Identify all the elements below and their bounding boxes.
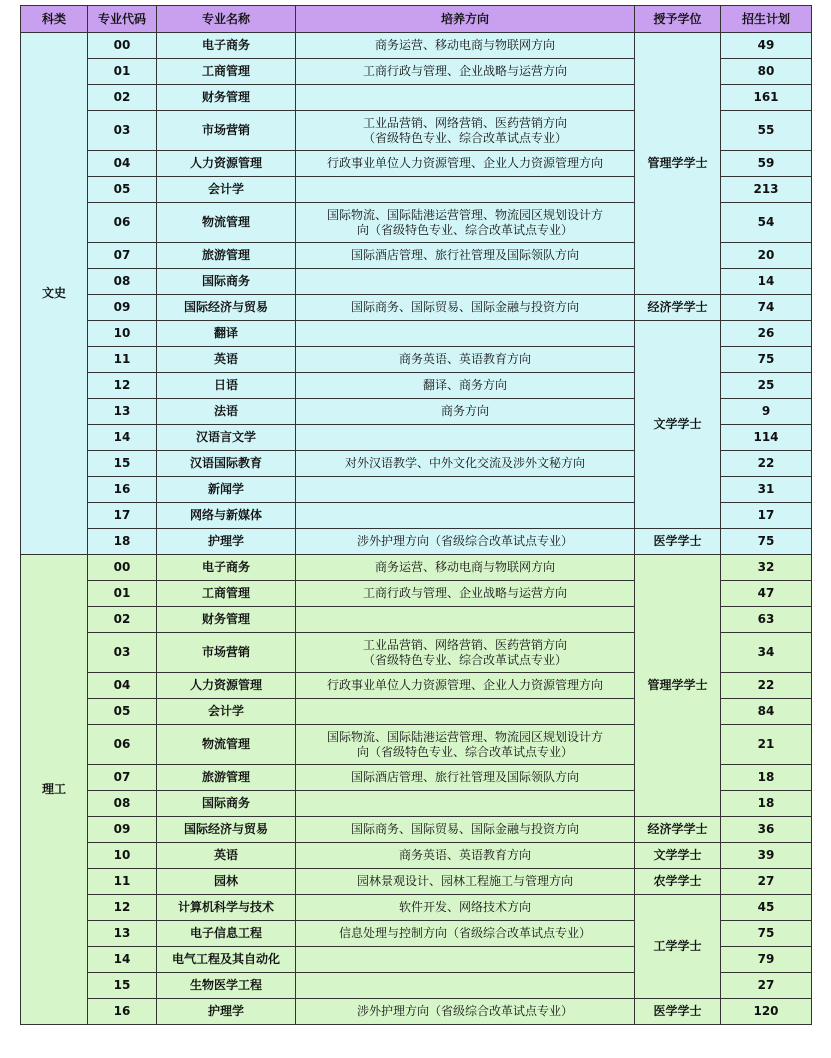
header-code: 专业代码 bbox=[88, 6, 157, 33]
enrollment-plan: 22 bbox=[721, 451, 812, 477]
major-code: 09 bbox=[88, 817, 157, 843]
training-direction: 商务英语、英语教育方向 bbox=[296, 843, 635, 869]
training-direction: 信息处理与控制方向（省级综合改革试点专业） bbox=[296, 921, 635, 947]
training-direction bbox=[296, 973, 635, 999]
training-direction: 商务运营、移动电商与物联网方向 bbox=[296, 33, 635, 59]
training-direction bbox=[296, 321, 635, 347]
table-row bbox=[21, 33, 812, 59]
major-code: 07 bbox=[88, 243, 157, 269]
training-direction: 软件开发、网络技术方向 bbox=[296, 895, 635, 921]
major-name: 物流管理 bbox=[157, 725, 296, 765]
enrollment-plan: 84 bbox=[721, 699, 812, 725]
header-direction: 培养方向 bbox=[296, 6, 635, 33]
header-category: 科类 bbox=[21, 6, 88, 33]
major-name: 人力资源管理 bbox=[157, 151, 296, 177]
degree-cell: 医学学士 bbox=[635, 999, 721, 1025]
major-name: 旅游管理 bbox=[157, 243, 296, 269]
training-direction bbox=[296, 947, 635, 973]
training-direction: 工商行政与管理、企业战略与运营方向 bbox=[296, 59, 635, 85]
major-name: 市场营销 bbox=[157, 111, 296, 151]
major-name: 电子商务 bbox=[157, 33, 296, 59]
training-direction bbox=[296, 607, 635, 633]
training-direction bbox=[296, 503, 635, 529]
table-row bbox=[21, 895, 812, 921]
major-name: 市场营销 bbox=[157, 633, 296, 673]
table-body bbox=[21, 33, 812, 1025]
enrollment-plan: 49 bbox=[721, 33, 812, 59]
enrollment-plan-table-wrapper bbox=[20, 5, 812, 1025]
enrollment-plan: 79 bbox=[721, 947, 812, 973]
major-code: 12 bbox=[88, 895, 157, 921]
major-name: 旅游管理 bbox=[157, 765, 296, 791]
major-name: 国际经济与贸易 bbox=[157, 817, 296, 843]
training-direction: 园林景观设计、园林工程施工与管理方向 bbox=[296, 869, 635, 895]
enrollment-plan: 75 bbox=[721, 347, 812, 373]
major-name: 财务管理 bbox=[157, 85, 296, 111]
table-row bbox=[21, 295, 812, 321]
degree-cell: 经济学学士 bbox=[635, 295, 721, 321]
training-direction: 国际物流、国际陆港运营管理、物流园区规划设计方 向（省级特色专业、综合改革试点专业） bbox=[296, 203, 635, 243]
enrollment-plan: 80 bbox=[721, 59, 812, 85]
major-code: 04 bbox=[88, 673, 157, 699]
major-code: 11 bbox=[88, 347, 157, 373]
major-code: 04 bbox=[88, 151, 157, 177]
major-code: 08 bbox=[88, 269, 157, 295]
major-name: 国际商务 bbox=[157, 269, 296, 295]
training-direction: 涉外护理方向（省级综合改革试点专业） bbox=[296, 529, 635, 555]
major-code: 05 bbox=[88, 699, 157, 725]
major-code: 06 bbox=[88, 725, 157, 765]
training-direction: 行政事业单位人力资源管理、企业人力资源管理方向 bbox=[296, 151, 635, 177]
major-code: 03 bbox=[88, 633, 157, 673]
degree-cell: 文学学士 bbox=[635, 843, 721, 869]
enrollment-plan: 45 bbox=[721, 895, 812, 921]
major-code: 14 bbox=[88, 425, 157, 451]
enrollment-plan: 22 bbox=[721, 673, 812, 699]
training-direction: 商务运营、移动电商与物联网方向 bbox=[296, 555, 635, 581]
enrollment-plan: 9 bbox=[721, 399, 812, 425]
header-degree: 授予学位 bbox=[635, 6, 721, 33]
major-code: 14 bbox=[88, 947, 157, 973]
table-row bbox=[21, 321, 812, 347]
major-name: 翻译 bbox=[157, 321, 296, 347]
training-direction: 翻译、商务方向 bbox=[296, 373, 635, 399]
major-code: 00 bbox=[88, 33, 157, 59]
major-name: 园林 bbox=[157, 869, 296, 895]
header-plan: 招生计划 bbox=[721, 6, 812, 33]
major-name: 工商管理 bbox=[157, 59, 296, 85]
enrollment-plan: 36 bbox=[721, 817, 812, 843]
enrollment-plan: 55 bbox=[721, 111, 812, 151]
training-direction bbox=[296, 477, 635, 503]
major-name: 会计学 bbox=[157, 177, 296, 203]
enrollment-plan: 32 bbox=[721, 555, 812, 581]
training-direction bbox=[296, 425, 635, 451]
enrollment-plan-table bbox=[20, 5, 812, 1025]
major-code: 03 bbox=[88, 111, 157, 151]
training-direction: 工商行政与管理、企业战略与运营方向 bbox=[296, 581, 635, 607]
enrollment-plan: 120 bbox=[721, 999, 812, 1025]
enrollment-plan: 14 bbox=[721, 269, 812, 295]
category-cell: 文史 bbox=[21, 33, 88, 555]
enrollment-plan: 34 bbox=[721, 633, 812, 673]
major-name: 工商管理 bbox=[157, 581, 296, 607]
training-direction bbox=[296, 699, 635, 725]
table-row bbox=[21, 843, 812, 869]
training-direction: 国际商务、国际贸易、国际金融与投资方向 bbox=[296, 295, 635, 321]
major-name: 网络与新媒体 bbox=[157, 503, 296, 529]
major-name: 电气工程及其自动化 bbox=[157, 947, 296, 973]
header-row bbox=[21, 6, 812, 33]
enrollment-plan: 54 bbox=[721, 203, 812, 243]
major-name: 汉语言文学 bbox=[157, 425, 296, 451]
degree-cell: 管理学学士 bbox=[635, 555, 721, 817]
training-direction: 涉外护理方向（省级综合改革试点专业） bbox=[296, 999, 635, 1025]
major-code: 10 bbox=[88, 321, 157, 347]
major-code: 06 bbox=[88, 203, 157, 243]
major-name: 物流管理 bbox=[157, 203, 296, 243]
major-name: 电子商务 bbox=[157, 555, 296, 581]
major-name: 英语 bbox=[157, 843, 296, 869]
major-code: 13 bbox=[88, 921, 157, 947]
enrollment-plan: 161 bbox=[721, 85, 812, 111]
training-direction: 商务英语、英语教育方向 bbox=[296, 347, 635, 373]
enrollment-plan: 27 bbox=[721, 869, 812, 895]
major-code: 15 bbox=[88, 451, 157, 477]
enrollment-plan: 39 bbox=[721, 843, 812, 869]
table-row bbox=[21, 999, 812, 1025]
major-code: 12 bbox=[88, 373, 157, 399]
major-code: 01 bbox=[88, 59, 157, 85]
major-code: 02 bbox=[88, 85, 157, 111]
training-direction bbox=[296, 177, 635, 203]
table-row bbox=[21, 555, 812, 581]
enrollment-plan: 63 bbox=[721, 607, 812, 633]
major-code: 18 bbox=[88, 529, 157, 555]
enrollment-plan: 213 bbox=[721, 177, 812, 203]
training-direction bbox=[296, 791, 635, 817]
major-name: 汉语国际教育 bbox=[157, 451, 296, 477]
enrollment-plan: 114 bbox=[721, 425, 812, 451]
enrollment-plan: 27 bbox=[721, 973, 812, 999]
enrollment-plan: 18 bbox=[721, 791, 812, 817]
enrollment-plan: 26 bbox=[721, 321, 812, 347]
training-direction: 国际商务、国际贸易、国际金融与投资方向 bbox=[296, 817, 635, 843]
degree-cell: 管理学学士 bbox=[635, 33, 721, 295]
major-name: 计算机科学与技术 bbox=[157, 895, 296, 921]
training-direction: 国际酒店管理、旅行社管理及国际领队方向 bbox=[296, 765, 635, 791]
training-direction bbox=[296, 85, 635, 111]
degree-cell: 工学学士 bbox=[635, 895, 721, 999]
major-code: 02 bbox=[88, 607, 157, 633]
degree-cell: 文学学士 bbox=[635, 321, 721, 529]
table-row bbox=[21, 869, 812, 895]
table-row bbox=[21, 529, 812, 555]
major-code: 11 bbox=[88, 869, 157, 895]
major-code: 08 bbox=[88, 791, 157, 817]
major-code: 13 bbox=[88, 399, 157, 425]
major-code: 16 bbox=[88, 477, 157, 503]
major-name: 财务管理 bbox=[157, 607, 296, 633]
table-row bbox=[21, 817, 812, 843]
training-direction: 工业品营销、网络营销、医药营销方向 （省级特色专业、综合改革试点专业） bbox=[296, 633, 635, 673]
enrollment-plan: 17 bbox=[721, 503, 812, 529]
major-name: 法语 bbox=[157, 399, 296, 425]
enrollment-plan: 18 bbox=[721, 765, 812, 791]
major-code: 17 bbox=[88, 503, 157, 529]
major-name: 新闻学 bbox=[157, 477, 296, 503]
degree-cell: 医学学士 bbox=[635, 529, 721, 555]
training-direction: 对外汉语教学、中外文化交流及涉外文秘方向 bbox=[296, 451, 635, 477]
major-name: 护理学 bbox=[157, 999, 296, 1025]
major-name: 电子信息工程 bbox=[157, 921, 296, 947]
major-name: 国际经济与贸易 bbox=[157, 295, 296, 321]
major-code: 05 bbox=[88, 177, 157, 203]
major-name: 生物医学工程 bbox=[157, 973, 296, 999]
enrollment-plan: 31 bbox=[721, 477, 812, 503]
training-direction bbox=[296, 269, 635, 295]
major-code: 01 bbox=[88, 581, 157, 607]
major-code: 00 bbox=[88, 555, 157, 581]
major-code: 16 bbox=[88, 999, 157, 1025]
major-name: 英语 bbox=[157, 347, 296, 373]
training-direction: 国际物流、国际陆港运营管理、物流园区规划设计方 向（省级特色专业、综合改革试点专业） bbox=[296, 725, 635, 765]
major-name: 日语 bbox=[157, 373, 296, 399]
enrollment-plan: 25 bbox=[721, 373, 812, 399]
major-name: 国际商务 bbox=[157, 791, 296, 817]
enrollment-plan: 75 bbox=[721, 921, 812, 947]
enrollment-plan: 20 bbox=[721, 243, 812, 269]
major-code: 10 bbox=[88, 843, 157, 869]
header-major-name: 专业名称 bbox=[157, 6, 296, 33]
major-code: 07 bbox=[88, 765, 157, 791]
training-direction: 行政事业单位人力资源管理、企业人力资源管理方向 bbox=[296, 673, 635, 699]
enrollment-plan: 74 bbox=[721, 295, 812, 321]
major-code: 15 bbox=[88, 973, 157, 999]
major-code: 09 bbox=[88, 295, 157, 321]
degree-cell: 经济学学士 bbox=[635, 817, 721, 843]
training-direction: 商务方向 bbox=[296, 399, 635, 425]
enrollment-plan: 75 bbox=[721, 529, 812, 555]
major-name: 护理学 bbox=[157, 529, 296, 555]
major-name: 人力资源管理 bbox=[157, 673, 296, 699]
enrollment-plan: 21 bbox=[721, 725, 812, 765]
enrollment-plan: 59 bbox=[721, 151, 812, 177]
category-cell: 理工 bbox=[21, 555, 88, 1025]
enrollment-plan: 47 bbox=[721, 581, 812, 607]
degree-cell: 农学学士 bbox=[635, 869, 721, 895]
training-direction: 工业品营销、网络营销、医药营销方向 （省级特色专业、综合改革试点专业） bbox=[296, 111, 635, 151]
training-direction: 国际酒店管理、旅行社管理及国际领队方向 bbox=[296, 243, 635, 269]
major-name: 会计学 bbox=[157, 699, 296, 725]
